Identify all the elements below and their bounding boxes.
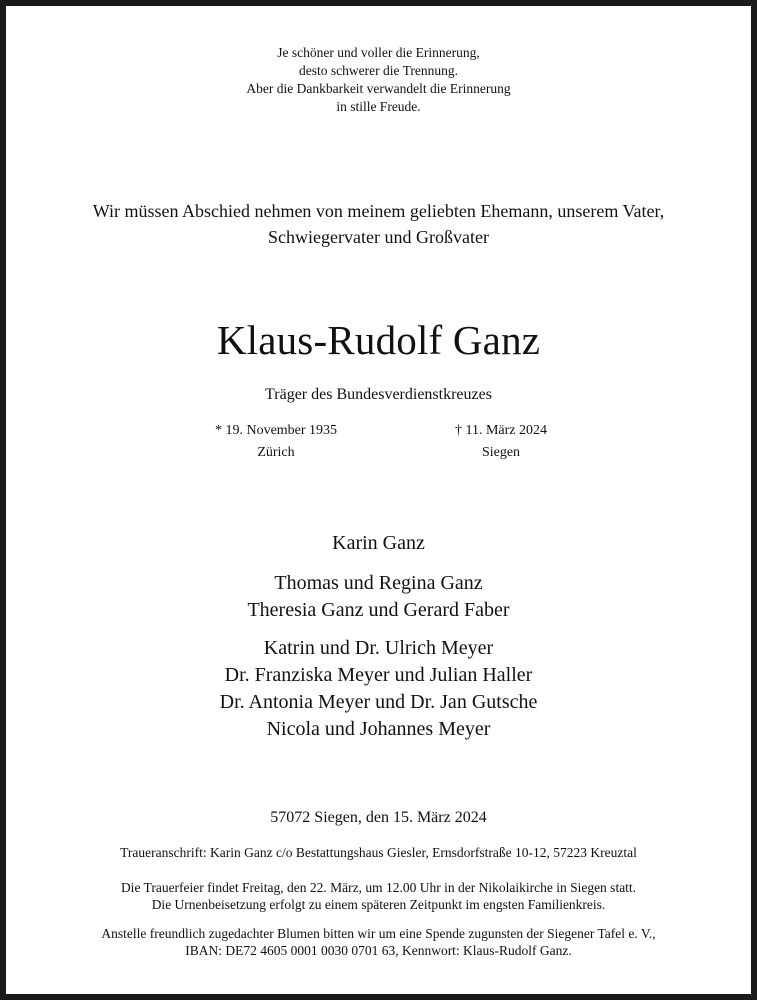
mourning-address: Traueranschrift: Karin Ganz c/o Bestattungshaus Giesler, Ernsdorfstraße 10-12, 57223 Kreuztal	[120, 845, 637, 860]
deceased-name: Klaus-Rudolf Ganz	[216, 317, 541, 363]
mourner-name: Thomas und Regina Ganz	[274, 572, 483, 594]
ceremony-info	[6, 879, 751, 913]
donation-line: IBAN: DE72 4605 0001 0030 0701 63, Kennwort: Klaus-Rudolf Ganz.	[185, 943, 572, 958]
birth-info	[186, 421, 366, 463]
mourners-children	[6, 570, 751, 624]
motto-line: desto schwerer die Trennung.	[299, 63, 458, 78]
motto-verse	[6, 44, 751, 116]
intro-line: Wir müssen Abschied nehmen von meinem geliebten Ehemann, unserem Vater,	[92, 201, 665, 221]
mourners-grandchildren	[6, 635, 751, 743]
death-place: Siegen	[481, 445, 521, 460]
farewell-intro	[6, 198, 751, 250]
intro-line: Schwiegervater und Großvater	[268, 227, 489, 247]
death-info	[411, 421, 591, 463]
mourners-spouse	[6, 530, 751, 557]
mourner-name: Theresia Ganz und Gerard Faber	[247, 599, 510, 621]
place-date-line: 57072 Siegen, den 15. März 2024	[270, 809, 487, 826]
mourner-name: Katrin und Dr. Ulrich Meyer	[263, 637, 494, 659]
mourner-name: Dr. Franziska Meyer und Julian Haller	[224, 664, 533, 686]
birth-date: * 19. November 1935	[214, 423, 338, 438]
ceremony-line: Die Urnenbeisetzung erfolgt zu einem späteren Zeitpunkt im engsten Familienkreis.	[151, 897, 606, 912]
mourner-name: Karin Ganz	[332, 532, 425, 554]
birth-place: Zürich	[257, 445, 295, 460]
donation-request	[6, 925, 751, 959]
donation-line: Anstelle freundlich zugedachter Blumen bitten wir um eine Spende zugunsten der Siegener Tafel e. V.,	[101, 926, 656, 941]
motto-line: in stille Freude.	[336, 99, 421, 114]
ceremony-line: Die Trauerfeier findet Freitag, den 22. März, um 12.00 Uhr in der Nikolaikirche in Siegen statt.	[120, 880, 637, 895]
motto-line: Aber die Dankbarkeit verwandelt die Erinnerung	[246, 81, 511, 96]
mourner-name: Nicola und Johannes Meyer	[266, 718, 491, 740]
honor-title: Träger des Bundesverdienstkreuzes	[265, 386, 492, 403]
motto-line: Je schöner und voller die Erinnerung,	[277, 45, 480, 60]
mourner-name: Dr. Antonia Meyer und Dr. Jan Gutsche	[219, 691, 538, 713]
death-date: † 11. März 2024	[454, 423, 548, 438]
